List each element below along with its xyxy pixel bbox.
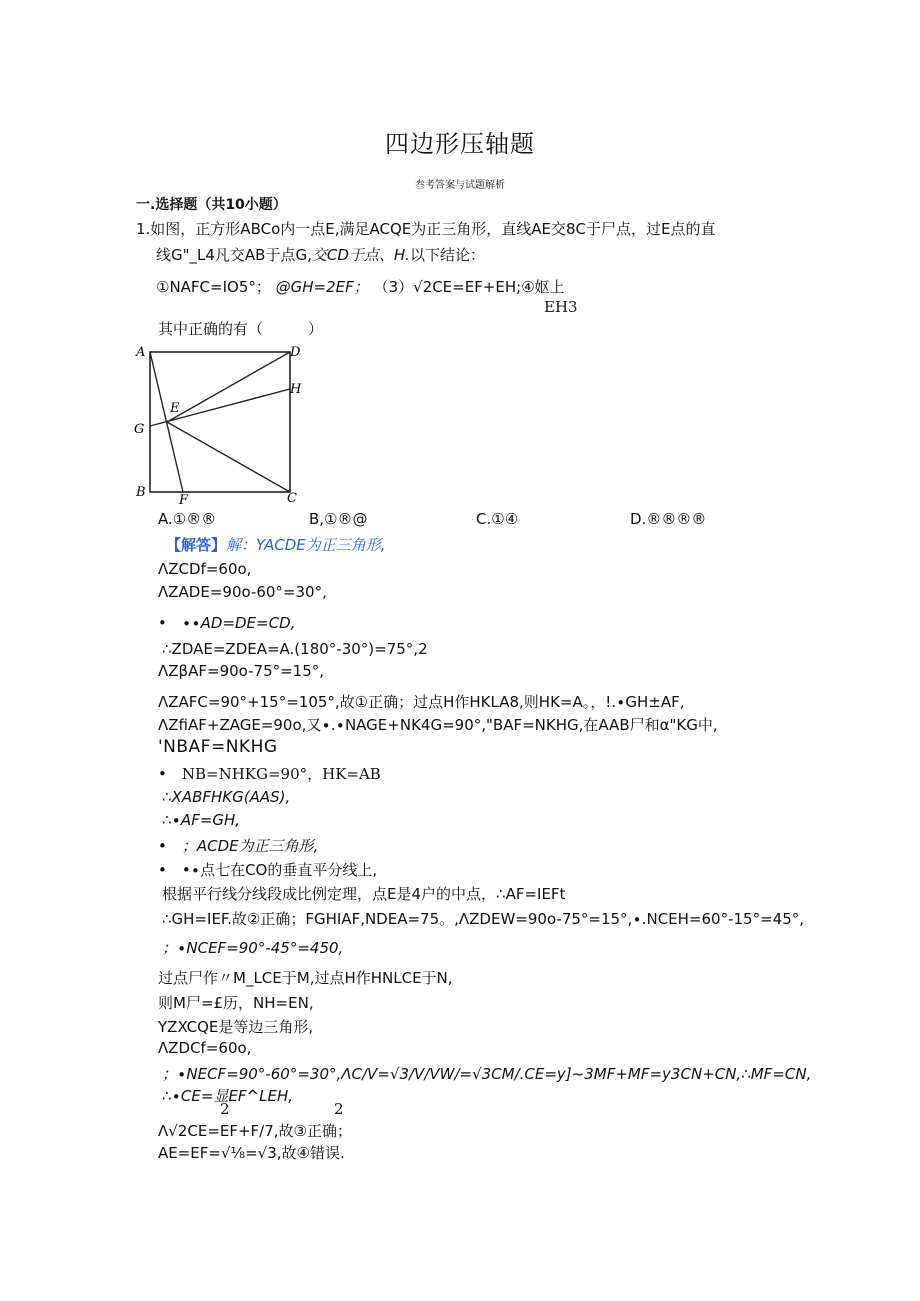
solution-line: ∴∙AF=GH, [162, 811, 241, 829]
solution-line: ΛZAFC=90°+15°=105°,故①正确；过点H作HKLA8,则HK=A。，!.∙GH±AF, [158, 693, 685, 711]
solution-line: 过点尸作〃M_LCE于M,过点H作HNLCE于N, [158, 969, 453, 987]
solution-line: • ∙∙AD=DE=CD, [158, 614, 296, 632]
solution-line: • •∙点七在CO的垂直平分线上, [158, 861, 378, 879]
solution-line: ΛZCDf=60o, [158, 560, 252, 578]
solution-subscript: 2 [220, 1100, 230, 1118]
solution-line: ∴XABFHKG(AAS), [162, 788, 291, 806]
label-e: E [170, 401, 180, 416]
solution-line: ；∙NCEF=90°-45°=450, [162, 939, 344, 957]
fraction-denominator: EH3 [544, 298, 578, 316]
page-title: 四边形压轴题 [385, 130, 535, 158]
solution-line: ；∙NECF=90°-60°=30°,ΛC∕V=√3∕V∕VW∕=√3CM/.CE=y]~3MF+MF=y3CN+CN,∴MF=CN, [162, 1065, 812, 1083]
label-b: B [136, 485, 146, 500]
conclusion-3: （3）√2CE=EF+EH;④妪上 [373, 278, 565, 296]
solution-line: ∴GH=IEF.故②正确；FGHIAF,NDEA=75。,ΛZDEW=90o-75°=15°,∙.NCEH=60°-15°=45°, [162, 910, 805, 928]
solution-line: 'NBAF=NKHG [158, 737, 278, 757]
solution-line: 则M尸=£历，NH=EN, [158, 994, 314, 1012]
label-f: F [179, 493, 189, 508]
solution-line: ΛZfiAF+ZAGE=90o,又∙.∙NAGE+NK4G=90°,"BAF=NKHG,在AAB尸和α"KG中, [158, 716, 718, 734]
question-line-1: 1.如图，正方形ABCo内一点E,满足ACQE为正三角形，直线AE交8C于尸点，过E点的直 [136, 220, 716, 238]
question-line-2-a: 线G"_L4凡交AB于点G, [156, 246, 312, 264]
solution-subscript: 2 [334, 1100, 344, 1118]
geometry-figure [130, 340, 310, 508]
option-c: C.①④ [476, 510, 519, 528]
solution-line: • NB=NHKG=90°，HK=AB [158, 765, 381, 783]
option-a: A.①®® [158, 510, 217, 528]
solution-line: 根据平行线分线段成比例定理，点E是4户的中点，∴AF=IEFt [162, 885, 566, 903]
label-d: D [290, 345, 301, 360]
solution-tag: 【解答】 [166, 536, 227, 554]
question-line-2 [156, 244, 485, 265]
section-heading: 一.选择题（共10小题） [136, 197, 287, 213]
conclusion-1: ①NAFC=IO5°； [156, 278, 271, 296]
line-ed [167, 352, 290, 422]
solution-line: ∴∙CE=显EF^LEH, [162, 1087, 294, 1105]
solution-header [166, 534, 386, 555]
question-prompt: 其中正确的有（ ） [158, 320, 324, 338]
conclusion-2: @GH=2EF； [275, 278, 369, 296]
page-subtitle: 叁考答案与试题解析 [415, 180, 505, 191]
solution-line: Λ√2CE=EF+F∕7,故③正确； [158, 1122, 352, 1140]
option-d: D.®®®® [630, 510, 707, 528]
conclusions-line [156, 276, 565, 297]
solution-line: ∴ZDAE=ZDEA=A.(180°-30°)=75°,2 [162, 640, 428, 658]
solution-line: AE=EF=√⅛=√3,故④错误. [158, 1144, 345, 1162]
solution-line: ΛZβAF=90o-75°=15°, [158, 662, 325, 680]
label-c: C [287, 491, 297, 506]
solution-first: 解：YACDE为正三角形, [226, 536, 386, 554]
solution-line: YZXCQE是等边三角形, [158, 1018, 314, 1036]
label-g: G [134, 422, 145, 437]
square-abcd [150, 352, 290, 492]
solution-line: • ；ACDE为正三角形, [158, 837, 319, 855]
option-b: B,①®@ [309, 510, 368, 528]
label-a: A [136, 345, 146, 360]
solution-line: ΛZDCf=60o, [158, 1039, 252, 1057]
question-line-2-b: 交CD于点、H. [311, 246, 410, 264]
solution-line: ΛZADE=90o-60°=30°, [158, 583, 327, 601]
label-h: H [290, 382, 302, 397]
question-line-2-c: 以下结论： [409, 246, 485, 264]
line-ec [167, 422, 290, 492]
